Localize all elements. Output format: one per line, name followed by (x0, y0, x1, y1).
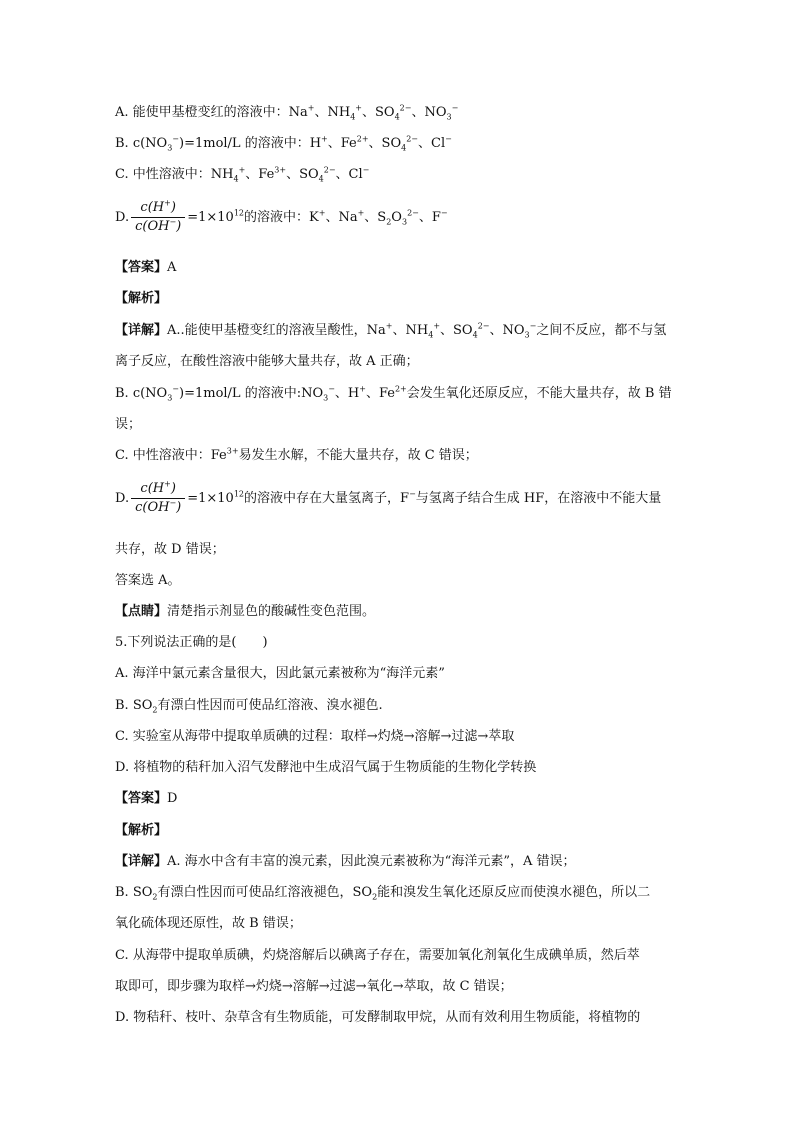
q5-detail-c-line-1: C. 从海带中提取单质碘，灼烧溶解后以碘离子存在，需要加氧化剂氧化生成碘单质，然后萃 (115, 948, 640, 963)
q5-option-a: A. 海洋中氯元素含量很大，因此氯元素被称为“海洋元素” (115, 666, 445, 681)
q5-detail-b-line-2: 氧化硫体现还原性，故 B 错误； (115, 916, 302, 931)
answer-line: 【答案】A (115, 260, 177, 275)
detail-d-line-2: 共存，故 D 错误； (115, 542, 225, 557)
q5-detail-c-line-2: 取即可，即步骤为取样→灼烧→溶解→过滤→氧化→萃取，故 C 错误； (115, 979, 513, 994)
q5-detail-b-line-1: B. $SO_2$有漂白性因而可使品红溶液褪色，$SO_2$能和溴发生氧化还原反应而使溴水褪色，所以二 (115, 885, 651, 902)
detail-a-line-2: 离子反应，在酸性溶液中能够大量共存，故 A 正确； (115, 354, 419, 369)
conclusion: 答案选 A。 (115, 573, 181, 588)
question-5-stem: 5.下列说法正确的是( ) (115, 635, 268, 650)
option-d: D. $\frac{c(H^+)}{c(OH^-)}$ $=1\times 10^{12}$的溶液中：K+、Na+、$S_2O_3^{2-}$、F− (115, 198, 448, 234)
q5-option-d: D. 将植物的秸秆加入沼气发酵池中生成沼气属于生物质能的生物化学转换 (115, 760, 537, 775)
detail-c-line: C. 中性溶液中：$Fe^{3+}$易发生水解，不能大量共存，故 C 错误； (115, 446, 478, 463)
detail-d-line-1: D. $\frac{c(H^+)}{c(OH^-)}$ $=1\times 10^{12}$的溶液中存在大量氢离子，F−与氢离子结合生成 HF，在溶液中不能大量 (115, 479, 662, 515)
q5-analysis-label: 【解析】 (115, 823, 168, 838)
option-b: B. $c(NO_3^-)=1mol/L$ 的溶液中：H+、$Fe^{2+}$、$SO_4^{2-}$、Cl− (115, 134, 452, 153)
q5-answer-line: 【答案】D (115, 791, 178, 806)
q5-detail-a: 【详解】A. 海水中含有丰富的溴元素，因此溴元素被称为“海洋元素”，A 错误； (115, 854, 576, 869)
tip-line: 【点睛】清楚指示剂显色的酸碱性变色范围。 (115, 604, 376, 619)
h-oh-fraction: $\frac{c(H^+)}{c(OH^-)}$ (131, 200, 185, 235)
option-c: C. 中性溶液中：$NH_4^+$、$Fe^{3+}$、$SO_4^{2-}$、Cl− (115, 165, 370, 184)
detail-a-line-1: 【详解】A..能使甲基橙变红的溶液呈酸性，Na+、$NH_4^+$、$SO_4^{2-}$、$NO_3^-$之间不反应，都不与氢 (115, 321, 667, 340)
analysis-label: 【解析】 (115, 291, 168, 306)
detail-b-line-2: 误； (115, 417, 142, 432)
q5-option-c: C. 实验室从海带中提取单质碘的过程：取样→灼烧→溶解→过滤→萃取 (115, 729, 515, 744)
h-oh-fraction: $\frac{c(H^+)}{c(OH^-)}$ (131, 481, 185, 516)
q5-detail-d-line-1: D. 物秸秆、枝叶、杂草含有生物质能，可发酵制取甲烷，从而有效利用生物质能，将植物的 (115, 1010, 641, 1025)
detail-b-line-1: B. $c(NO_3^-)=1mol/L$ 的溶液中$:NO_3^-$、H+、$Fe^{2+}$会发生氧化还原反应，不能大量共存，故 B 错 (115, 384, 672, 403)
q5-option-b: B. $SO_2$有漂白性因而可使品红溶液、溴水褪色. (115, 698, 383, 715)
option-a: A. 能使甲基橙变红的溶液中：Na+、$NH_4^+$、$SO_4^{2-}$、$NO_3^-$ (115, 103, 459, 122)
